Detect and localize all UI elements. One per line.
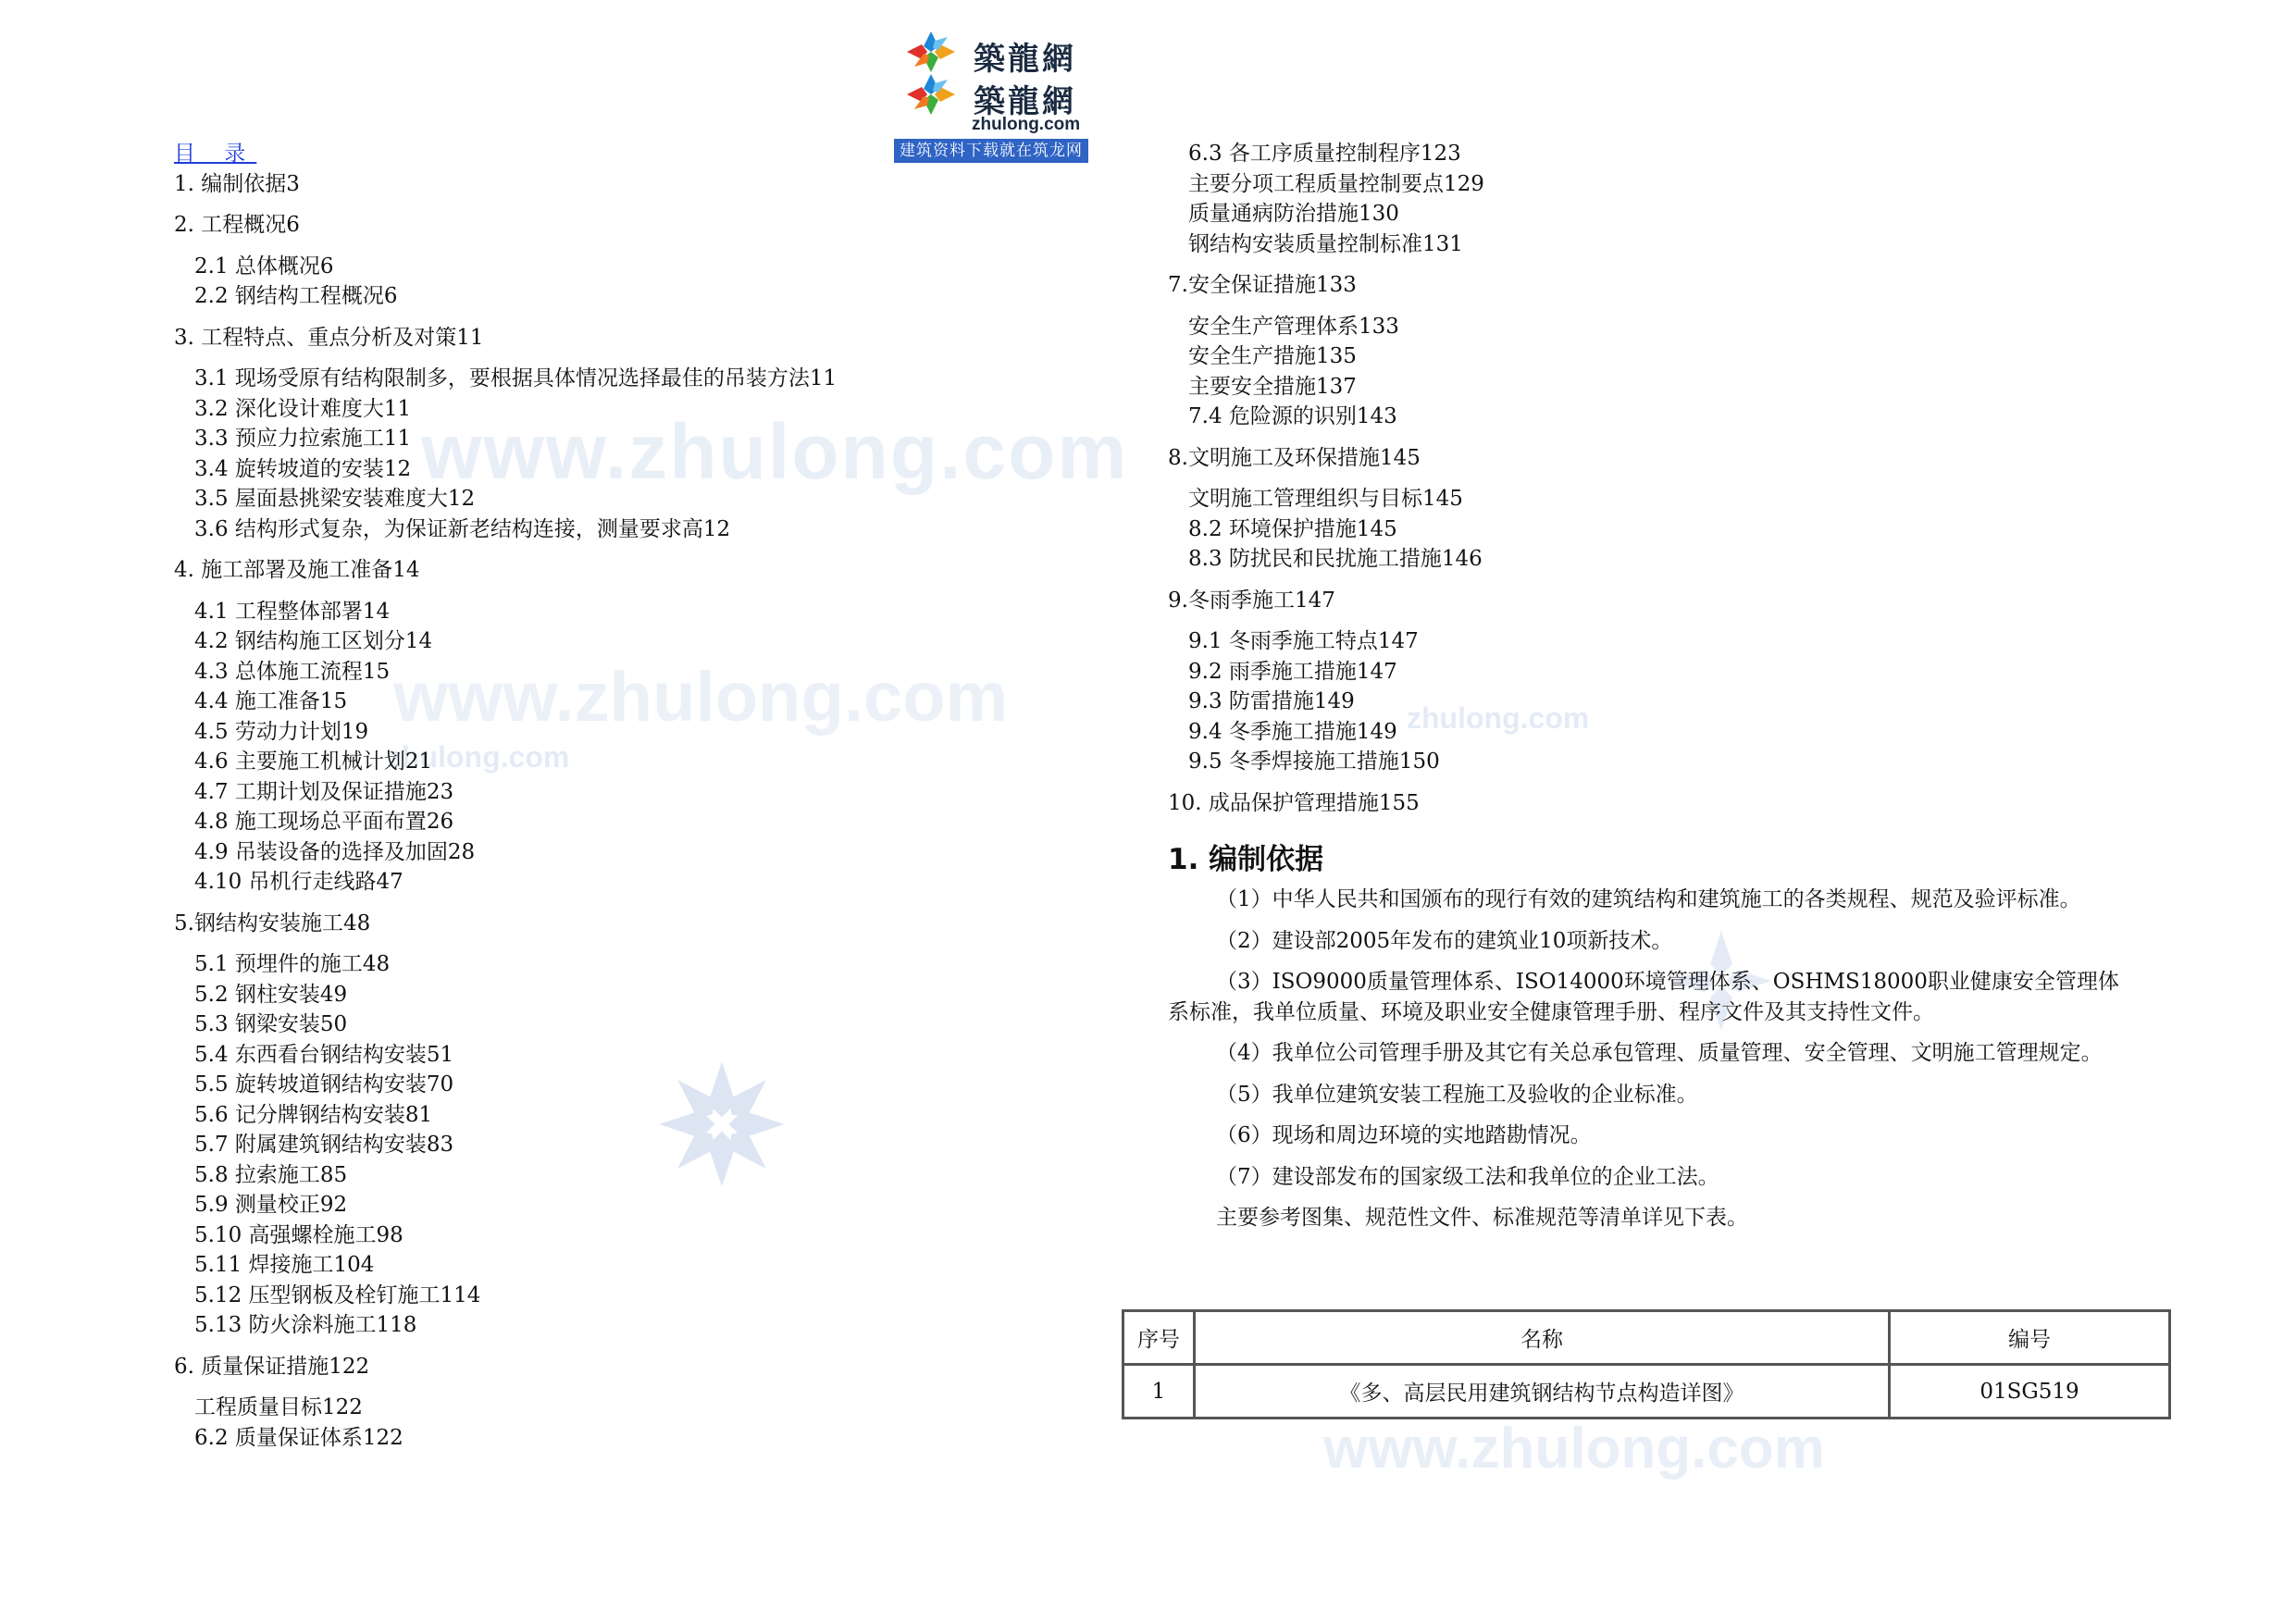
toc-section-link[interactable]: 5.6 记分牌钢结构安装81 bbox=[194, 1102, 433, 1127]
toc-section-link[interactable]: 8.2 环境保护措施145 bbox=[1188, 516, 1397, 541]
zhulong-logo bbox=[894, 26, 1090, 165]
toc-section-link[interactable]: 主要分项工程质量控制要点129 bbox=[1188, 171, 1484, 196]
toc-section-link[interactable]: 4.3 总体施工流程15 bbox=[194, 659, 391, 684]
toc-section-link[interactable]: 4.10 吊机行走线路47 bbox=[194, 870, 403, 894]
toc-chapter-link[interactable]: 7.安全保证措施133 bbox=[1168, 273, 1357, 297]
toc-section-link[interactable]: 5.11 焊接施工104 bbox=[194, 1253, 375, 1277]
toc-section-link[interactable]: 3.3 预应力拉索施工11 bbox=[194, 427, 412, 451]
toc-section-link[interactable]: 4.1 工程整体部署14 bbox=[194, 599, 391, 624]
toc-list bbox=[1168, 139, 1484, 818]
paragraph: （2）建设部2005年发布的建筑业10项新技术。 bbox=[1216, 928, 1673, 953]
toc-section-link[interactable]: 9.2 雨季施工措施147 bbox=[1188, 659, 1397, 684]
toc-chapter-link[interactable]: 9.冬雨季施工147 bbox=[1168, 588, 1335, 613]
watermark-url: www.zhulong.com bbox=[1323, 1417, 1825, 1481]
table-cell: 1 bbox=[1123, 1365, 1195, 1419]
watermark-text: zhulong.com bbox=[387, 740, 570, 774]
paragraph: （7）建设部发布的国家级工法和我单位的企业工法。 bbox=[1216, 1164, 1719, 1189]
toc-section-link[interactable]: 9.4 冬季施工措施149 bbox=[1188, 719, 1397, 744]
toc-section-link[interactable]: 9.5 冬季焊接施工措施150 bbox=[1188, 750, 1440, 774]
toc-section-link[interactable]: 7.4 危险源的识别143 bbox=[1188, 404, 1397, 428]
toc-chapter-link[interactable]: 4. 施工部署及施工准备14 bbox=[174, 558, 420, 582]
toc-section-link[interactable]: 4.5 劳动力计划19 bbox=[194, 719, 369, 744]
toc-section-link[interactable]: 钢结构安装质量控制标准131 bbox=[1188, 231, 1463, 256]
toc-section-link[interactable]: 5.3 钢梁安装50 bbox=[194, 1012, 348, 1036]
section-body bbox=[1168, 885, 2134, 1245]
toc-section-link[interactable]: 5.9 测量校正92 bbox=[194, 1193, 348, 1217]
toc-title-link[interactable]: 目 录 bbox=[174, 142, 257, 166]
watermark-text: zhulong.com bbox=[1407, 701, 1590, 735]
toc-section-link[interactable]: 5.12 压型钢板及栓钉施工114 bbox=[194, 1282, 481, 1307]
logo-pinwheel-icon bbox=[894, 30, 968, 74]
table-cell: 01SG519 bbox=[1890, 1365, 2170, 1419]
paragraph: （3）ISO9000质量管理体系、ISO14000环境管理体系、OSHMS18000职业健康安全管理体系标准，我单位质量、环境及职业安全健康管理手册、程序文件及其支持性文件。 bbox=[1168, 970, 2119, 1024]
toc-section-link[interactable]: 8.3 防扰民和民扰施工措施146 bbox=[1188, 547, 1483, 571]
toc-section-link[interactable]: 2.1 总体概况6 bbox=[194, 254, 334, 279]
toc-left-column bbox=[174, 139, 837, 1453]
table-header-cell: 编号 bbox=[1890, 1311, 2170, 1365]
table-cell: 《多、高层民用建筑钢结构节点构造详图》 bbox=[1195, 1365, 1890, 1419]
toc-section-link[interactable]: 5.4 东西看台钢结构安装51 bbox=[194, 1042, 454, 1067]
toc-section-link[interactable]: 6.3 各工序质量控制程序123 bbox=[1188, 142, 1461, 166]
table-header-row bbox=[1123, 1311, 2170, 1365]
table-row bbox=[1123, 1365, 2170, 1419]
paragraph: （6）现场和周边环境的实地踏勘情况。 bbox=[1216, 1123, 1592, 1147]
table-header-cell: 序号 bbox=[1123, 1311, 1195, 1365]
toc-section-link[interactable]: 5.2 钢柱安装49 bbox=[194, 982, 348, 1007]
toc-right-column bbox=[1168, 139, 1484, 818]
toc-section-link[interactable]: 3.1 现场受原有结构限制多，要根据具体情况选择最佳的吊装方法11 bbox=[194, 366, 838, 390]
toc-section-link[interactable]: 主要安全措施137 bbox=[1188, 374, 1357, 399]
toc-section-link[interactable]: 3.2 深化设计难度大11 bbox=[194, 396, 412, 421]
toc-chapter-link[interactable]: 5.钢结构安装施工48 bbox=[174, 911, 371, 935]
paragraph: （1）中华人民共和国颁布的现行有效的建筑结构和建筑施工的各类规程、规范及验评标准。 bbox=[1216, 887, 2081, 911]
toc-section-link[interactable]: 工程质量目标122 bbox=[194, 1395, 363, 1419]
section-heading: 1. 编制依据 bbox=[1168, 843, 1324, 876]
toc-section-link[interactable]: 5.13 防火涂料施工118 bbox=[194, 1313, 417, 1337]
paragraph: （4）我单位公司管理手册及其它有关总承包管理、质量管理、安全管理、文明施工管理规定。 bbox=[1216, 1041, 2103, 1065]
logo-brand-text: 築龍網 bbox=[974, 83, 1076, 120]
toc-section-link[interactable]: 5.1 预埋件的施工48 bbox=[194, 952, 391, 976]
reference-table bbox=[1122, 1309, 2171, 1419]
toc-section-link[interactable]: 4.8 施工现场总平面布置26 bbox=[194, 810, 454, 834]
toc-section-link[interactable]: 3.5 屋面悬挑梁安装难度大12 bbox=[194, 487, 476, 511]
toc-section-link[interactable]: 4.6 主要施工机械计划21 bbox=[194, 750, 433, 774]
toc-chapter-link[interactable]: 2. 工程概况6 bbox=[174, 213, 300, 237]
toc-chapter-link[interactable]: 6. 质量保证措施122 bbox=[174, 1354, 370, 1379]
toc-section-link[interactable]: 2.2 钢结构工程概况6 bbox=[194, 284, 398, 308]
table-header-cell: 名称 bbox=[1195, 1311, 1890, 1365]
logo-site-text: zhulong.com bbox=[972, 115, 1081, 134]
toc-section-link[interactable]: 6.2 质量保证体系122 bbox=[194, 1425, 403, 1450]
toc-chapter-link[interactable]: 1. 编制依据3 bbox=[174, 171, 300, 196]
toc-section-link[interactable]: 安全生产管理体系133 bbox=[1188, 314, 1399, 339]
toc-section-link[interactable]: 文明施工管理组织与目标145 bbox=[1188, 487, 1463, 511]
toc-section-link[interactable]: 9.1 冬雨季施工特点147 bbox=[1188, 629, 1419, 653]
toc-section-link[interactable]: 质量通病防治措施130 bbox=[1188, 202, 1399, 226]
toc-list bbox=[174, 169, 837, 1454]
toc-section-link[interactable]: 4.9 吊装设备的选择及加固28 bbox=[194, 839, 476, 864]
toc-section-link[interactable]: 5.5 旋转坡道钢结构安装70 bbox=[194, 1072, 454, 1096]
toc-section-link[interactable]: 3.6 结构形式复杂，为保证新老结构连接，测量要求高12 bbox=[194, 516, 731, 541]
watermark-url: www.zhulong.com bbox=[421, 408, 1129, 495]
toc-section-link[interactable]: 安全生产措施135 bbox=[1188, 344, 1357, 368]
logo-brand-text: 築龍網 bbox=[974, 41, 1076, 78]
toc-section-link[interactable]: 5.7 附属建筑钢结构安装83 bbox=[194, 1133, 454, 1157]
toc-section-link[interactable]: 4.7 工期计划及保证措施23 bbox=[194, 779, 454, 804]
paragraph: （5）我单位建筑安装工程施工及验收的企业标准。 bbox=[1216, 1082, 1698, 1107]
toc-section-link[interactable]: 5.10 高强螺栓施工98 bbox=[194, 1222, 403, 1247]
logo-pinwheel-icon bbox=[894, 72, 968, 117]
toc-section-link[interactable]: 4.4 施工准备15 bbox=[194, 689, 348, 713]
toc-chapter-link[interactable]: 8.文明施工及环保措施145 bbox=[1168, 445, 1421, 470]
logo-slogan: 建筑资料下载就在筑龙网 bbox=[894, 139, 1088, 163]
watermark-url: www.zhulong.com bbox=[393, 658, 1009, 737]
toc-section-link[interactable]: 9.3 防雷措施149 bbox=[1188, 689, 1355, 713]
paragraph: 主要参考图集、规范性文件、标准规范等清单详见下表。 bbox=[1216, 1206, 1748, 1230]
toc-chapter-link[interactable]: 10. 成品保护管理措施155 bbox=[1168, 790, 1420, 815]
toc-chapter-link[interactable]: 3. 工程特点、重点分析及对策11 bbox=[174, 325, 484, 350]
toc-section-link[interactable]: 4.2 钢结构施工区划分14 bbox=[194, 629, 433, 653]
toc-section-link[interactable]: 3.4 旋转坡道的安装12 bbox=[194, 456, 412, 481]
toc-section-link[interactable]: 5.8 拉索施工85 bbox=[194, 1162, 348, 1187]
